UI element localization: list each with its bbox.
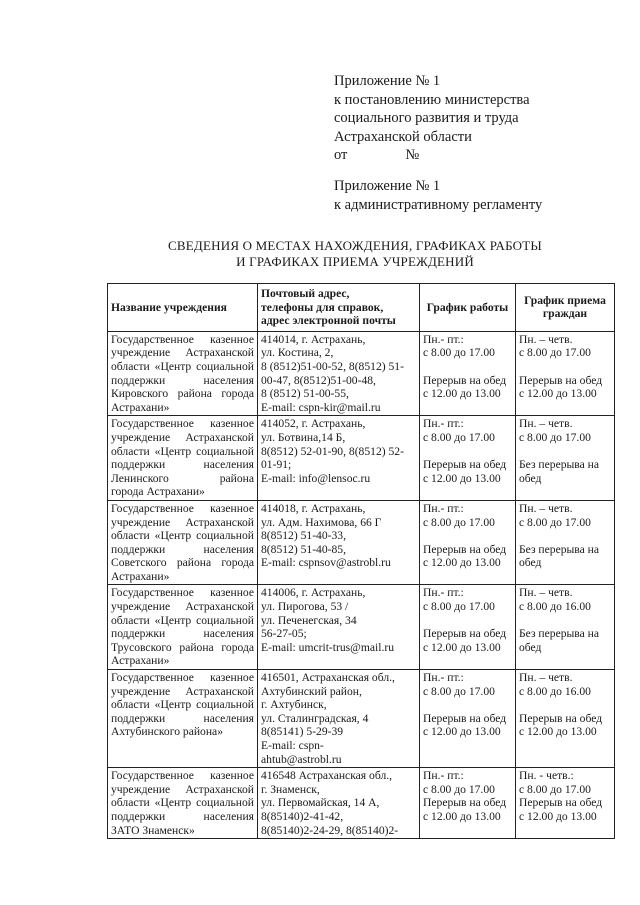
institutions-table xyxy=(107,283,615,839)
institution-name-line: поддержки населения xyxy=(111,542,254,556)
reception-schedule-line: обед xyxy=(519,640,542,654)
work-schedule-line: с 8.00 до 17.00 xyxy=(423,346,495,360)
annex-1-line: к постановлению министерства xyxy=(334,91,530,108)
reception-schedule-line: Перерыв на обед xyxy=(519,711,603,725)
address-line: 8(85140)2-41-42, xyxy=(261,809,344,823)
institution-name-cell xyxy=(108,500,258,585)
reception-schedule-line xyxy=(519,529,611,543)
table-row xyxy=(108,585,615,670)
reception-schedule-cell xyxy=(516,585,615,670)
annex-1-line: Приложение № 1 xyxy=(334,73,441,89)
work-schedule-line: Пн.- пт.: xyxy=(423,417,464,431)
work-schedule-line: с 12.00 до 13.00 xyxy=(423,809,501,823)
institution-name-line: поддержки населения xyxy=(111,458,254,472)
institution-name-line: города Астрахани» xyxy=(111,485,205,499)
institution-name-line: Кировского района города xyxy=(111,387,254,401)
work-schedule-cell xyxy=(420,670,516,768)
institution-name-line: Астрахани» xyxy=(111,569,170,583)
header-reception-line: График приема xyxy=(524,293,606,307)
reception-schedule-line: Перерыв на обед xyxy=(519,373,603,387)
table-row xyxy=(108,768,615,839)
work-schedule-line xyxy=(423,698,512,712)
work-schedule-line: Перерыв на обед xyxy=(423,796,507,810)
address-line: 8(8512) 51-40-85, xyxy=(261,542,347,556)
institution-name-line: Советского района города xyxy=(111,556,254,570)
reception-schedule-cell xyxy=(516,670,615,768)
work-schedule-line: Перерыв на обед xyxy=(423,711,507,725)
work-schedule-cell xyxy=(420,585,516,670)
work-schedule-line: Пн.- пт.: xyxy=(423,501,464,515)
address-line: 8(85141) 5-29-39 xyxy=(261,725,344,739)
address-line: 414006, г. Астрахань, xyxy=(261,586,366,600)
address-line: ул. Сталинградская, 4 xyxy=(261,711,369,725)
address-line: ул. Пирогова, 53 / xyxy=(261,600,349,614)
address-line: 00-47, 8(8512)51-00-48, xyxy=(261,373,376,387)
institution-name-line: области «Центр социальной xyxy=(111,613,254,627)
reception-schedule-cell xyxy=(516,331,615,416)
institution-name-line: Государственное казенное xyxy=(111,586,254,600)
institution-name-cell xyxy=(108,331,258,416)
title-line-1: СВЕДЕНИЯ О МЕСТАХ НАХОЖДЕНИЯ, ГРАФИКАХ РАБОТЫ xyxy=(168,238,542,253)
address-cell xyxy=(258,416,420,501)
reception-schedule-line xyxy=(519,360,611,374)
address-line: ahtub@astrobl.ru xyxy=(261,752,342,766)
institution-name-line: учреждение Астраханской xyxy=(111,346,254,360)
reception-schedule-line: с 8.00 до 17.00 xyxy=(519,346,591,360)
work-schedule-line xyxy=(423,614,512,628)
work-schedule-line: с 12.00 до 13.00 xyxy=(423,387,501,401)
institution-name-line: поддержки населения xyxy=(111,809,254,823)
work-schedule-line: с 12.00 до 13.00 xyxy=(423,725,501,739)
institution-name-line: поддержки населения xyxy=(111,711,254,725)
reception-schedule-line: Пн. – четв. xyxy=(519,332,573,346)
address-line: 414052, г. Астрахань, xyxy=(261,417,366,431)
annex-2-line: к административному регламенту xyxy=(334,196,543,213)
table-header-row xyxy=(108,284,615,332)
address-line: 416548 Астраханская обл., xyxy=(261,769,393,783)
annex-1-line: социального развития и труда xyxy=(334,110,519,126)
annex-1-header xyxy=(334,72,624,165)
reception-schedule-line: с 8.00 до 16.00 xyxy=(519,684,591,698)
annex-2-line: Приложение № 1 xyxy=(334,178,441,194)
work-schedule-cell xyxy=(420,331,516,416)
institution-name-line: учреждение Астраханской xyxy=(111,515,254,529)
annex-2-header xyxy=(334,177,624,214)
address-line: 414014, г. Астрахань, xyxy=(261,332,366,346)
institution-name-line: учреждение Астраханской xyxy=(111,782,254,796)
address-line: г. Ахтубинск, xyxy=(261,698,327,712)
header-address-line: Почтовый адрес, xyxy=(261,287,350,300)
reception-schedule-line: Перерыв на обед xyxy=(519,796,603,810)
reception-schedule-line: обед xyxy=(519,556,542,570)
reception-schedule-line xyxy=(519,614,611,628)
reception-schedule-line: с 8.00 до 17.00 xyxy=(519,430,591,444)
institution-name-line: Ахтубинского района» xyxy=(111,725,223,739)
institution-name-line: Государственное казенное xyxy=(111,501,254,515)
work-schedule-line: с 8.00 до 17.00 xyxy=(423,600,495,614)
reception-schedule-line: с 12.00 до 13.00 xyxy=(519,725,597,739)
work-schedule-line: Пн.- пт.: xyxy=(423,671,464,685)
header-institution-name: Название учреждения xyxy=(108,284,258,332)
institution-name-line: Государственное казенное xyxy=(111,417,254,431)
work-schedule-cell xyxy=(420,500,516,585)
address-line: E-mail: cspnsov@astrobl.ru xyxy=(261,556,391,570)
work-schedule-line: с 8.00 до 17.00 xyxy=(423,782,495,796)
address-line: 8(8512) 52-01-90, 8(8512) 52- xyxy=(261,444,404,458)
address-line: E-mail: cspn-kir@mail.ru xyxy=(261,400,381,414)
table-row xyxy=(108,416,615,501)
header-address xyxy=(258,284,420,332)
institution-name-line: Астрахани» xyxy=(111,654,170,668)
institution-name-line: Государственное казенное xyxy=(111,332,254,346)
address-line: 8(8512) 51-40-33, xyxy=(261,529,347,543)
institution-name-line: Государственное казенное xyxy=(111,671,254,685)
reception-schedule-line: обед xyxy=(519,471,542,485)
address-line: 416501, Астраханская обл., xyxy=(261,671,395,685)
reception-schedule-line: Без перерыва на xyxy=(519,542,600,556)
date-from-label: от xyxy=(334,147,348,163)
work-schedule-cell xyxy=(420,416,516,501)
reception-schedule-line: Без перерыва на xyxy=(519,458,600,472)
reception-schedule-line xyxy=(519,445,611,459)
reception-schedule-line: Пн. – четв. xyxy=(519,671,573,685)
address-cell xyxy=(258,331,420,416)
reception-schedule-line: Пн. - четв.: xyxy=(519,769,574,783)
header-reception-line: граждан xyxy=(542,307,588,321)
work-schedule-line: с 8.00 до 17.00 xyxy=(423,684,495,698)
reception-schedule-line: с 8.00 до 16.00 xyxy=(519,600,591,614)
annex-1-date-line xyxy=(334,146,624,165)
reception-schedule-line: с 8.00 до 17.00 xyxy=(519,782,591,796)
institution-name-cell xyxy=(108,416,258,501)
address-line: 8 (8512) 51-00-55, xyxy=(261,387,349,401)
work-schedule-line: с 12.00 до 13.00 xyxy=(423,471,501,485)
address-line: E-mail: info@lensoc.ru xyxy=(261,471,371,485)
institution-name-line: ЗАТО Знаменск» xyxy=(111,823,195,837)
institution-name-line: Трусовского района города xyxy=(111,640,254,654)
institution-name-line: области «Центр социальной xyxy=(111,698,254,712)
header-address-line: адрес электронной почты xyxy=(261,314,396,328)
document-title xyxy=(100,238,610,270)
address-line: 01-91; xyxy=(261,458,292,472)
reception-schedule-cell xyxy=(516,500,615,585)
reception-schedule-line: Пн. – четв. xyxy=(519,417,573,431)
work-schedule-line: Перерыв на обед xyxy=(423,373,507,387)
address-line: E-mail: cspn- xyxy=(261,739,324,752)
address-line: E-mail: umcrit-trus@mail.ru xyxy=(261,640,395,654)
institution-name-line: Астрахани» xyxy=(111,400,170,414)
address-line: Ахтубинский район, xyxy=(261,684,362,698)
reception-schedule-cell xyxy=(516,416,615,501)
work-schedule-line xyxy=(423,445,512,459)
address-cell xyxy=(258,585,420,670)
address-cell xyxy=(258,500,420,585)
institution-name-line: учреждение Астраханской xyxy=(111,600,254,614)
address-line: 8(85140)2-24-29, 8(85140)2- xyxy=(261,823,399,837)
institution-name-cell xyxy=(108,768,258,839)
institution-name-line: Ленинского района xyxy=(111,471,254,485)
institution-name-line: области «Центр социальной xyxy=(111,359,254,373)
work-schedule-line: Пн.- пт.: xyxy=(423,332,464,346)
table-row xyxy=(108,670,615,768)
reception-schedule-line: Пн. – четв. xyxy=(519,501,573,515)
title-line-2: И ГРАФИКАХ ПРИЕМА УЧРЕЖДЕНИЙ xyxy=(236,254,474,269)
address-line: 414018, г. Астрахань, xyxy=(261,501,366,515)
address-line: 8 (8512)51-00-52, 8(8512) 51- xyxy=(261,359,404,373)
work-schedule-line: с 8.00 до 17.00 xyxy=(423,430,495,444)
work-schedule-line: Пн.- пт.: xyxy=(423,769,464,783)
address-line: ул. Первомайская, 14 А, xyxy=(261,796,380,810)
institution-name-line: области «Центр социальной xyxy=(111,444,254,458)
institution-name-line: области «Центр социальной xyxy=(111,529,254,543)
reception-schedule-cell xyxy=(516,768,615,839)
work-schedule-line: Пн.- пт.: xyxy=(423,586,464,600)
reception-schedule-line: Пн. – четв. xyxy=(519,586,573,600)
table-body xyxy=(108,331,615,838)
reception-schedule-line: с 8.00 до 17.00 xyxy=(519,515,591,529)
header-reception-schedule xyxy=(516,284,615,332)
address-line: ул. Адм. Нахимова, 66 Г xyxy=(261,515,382,529)
address-cell xyxy=(258,670,420,768)
header-address-line: телефоны для справок, xyxy=(261,300,384,314)
table-row xyxy=(108,331,615,416)
institution-name-line: учреждение Астраханской xyxy=(111,684,254,698)
table-row xyxy=(108,500,615,585)
work-schedule-line xyxy=(423,529,512,543)
work-schedule-line: Перерыв на обед xyxy=(423,458,507,472)
work-schedule-line: с 12.00 до 13.00 xyxy=(423,640,501,654)
address-line: ул. Печенегская, 34 xyxy=(261,613,357,627)
institution-name-line: поддержки населения xyxy=(111,627,254,641)
address-line: 56-27-05; xyxy=(261,627,307,641)
work-schedule-line: с 12.00 до 13.00 xyxy=(423,556,501,570)
institution-name-cell xyxy=(108,585,258,670)
work-schedule-cell xyxy=(420,768,516,839)
address-cell xyxy=(258,768,420,839)
reception-schedule-line: с 12.00 до 13.00 xyxy=(519,809,597,823)
address-line: ул. Ботвина,14 Б, xyxy=(261,430,346,444)
address-line: г. Знаменск, xyxy=(261,782,320,796)
institution-name-cell xyxy=(108,670,258,768)
header-work-schedule: График работы xyxy=(420,284,516,332)
work-schedule-line: с 8.00 до 17.00 xyxy=(423,515,495,529)
institution-name-line: Государственное казенное xyxy=(111,769,254,783)
work-schedule-line: Перерыв на обед xyxy=(423,542,507,556)
reception-schedule-line: с 12.00 до 13.00 xyxy=(519,387,597,401)
annex-1-line: Астраханской области xyxy=(334,128,472,145)
reception-schedule-line xyxy=(519,698,611,712)
number-sign: № xyxy=(405,147,420,163)
address-line: ул. Костина, 2, xyxy=(261,346,334,360)
institution-name-line: области «Центр социальной xyxy=(111,796,254,810)
reception-schedule-line: Без перерыва на xyxy=(519,627,600,641)
institution-name-line: учреждение Астраханской xyxy=(111,430,254,444)
work-schedule-line xyxy=(423,360,512,374)
institution-name-line: поддержки населения xyxy=(111,373,254,387)
work-schedule-line: Перерыв на обед xyxy=(423,627,507,641)
